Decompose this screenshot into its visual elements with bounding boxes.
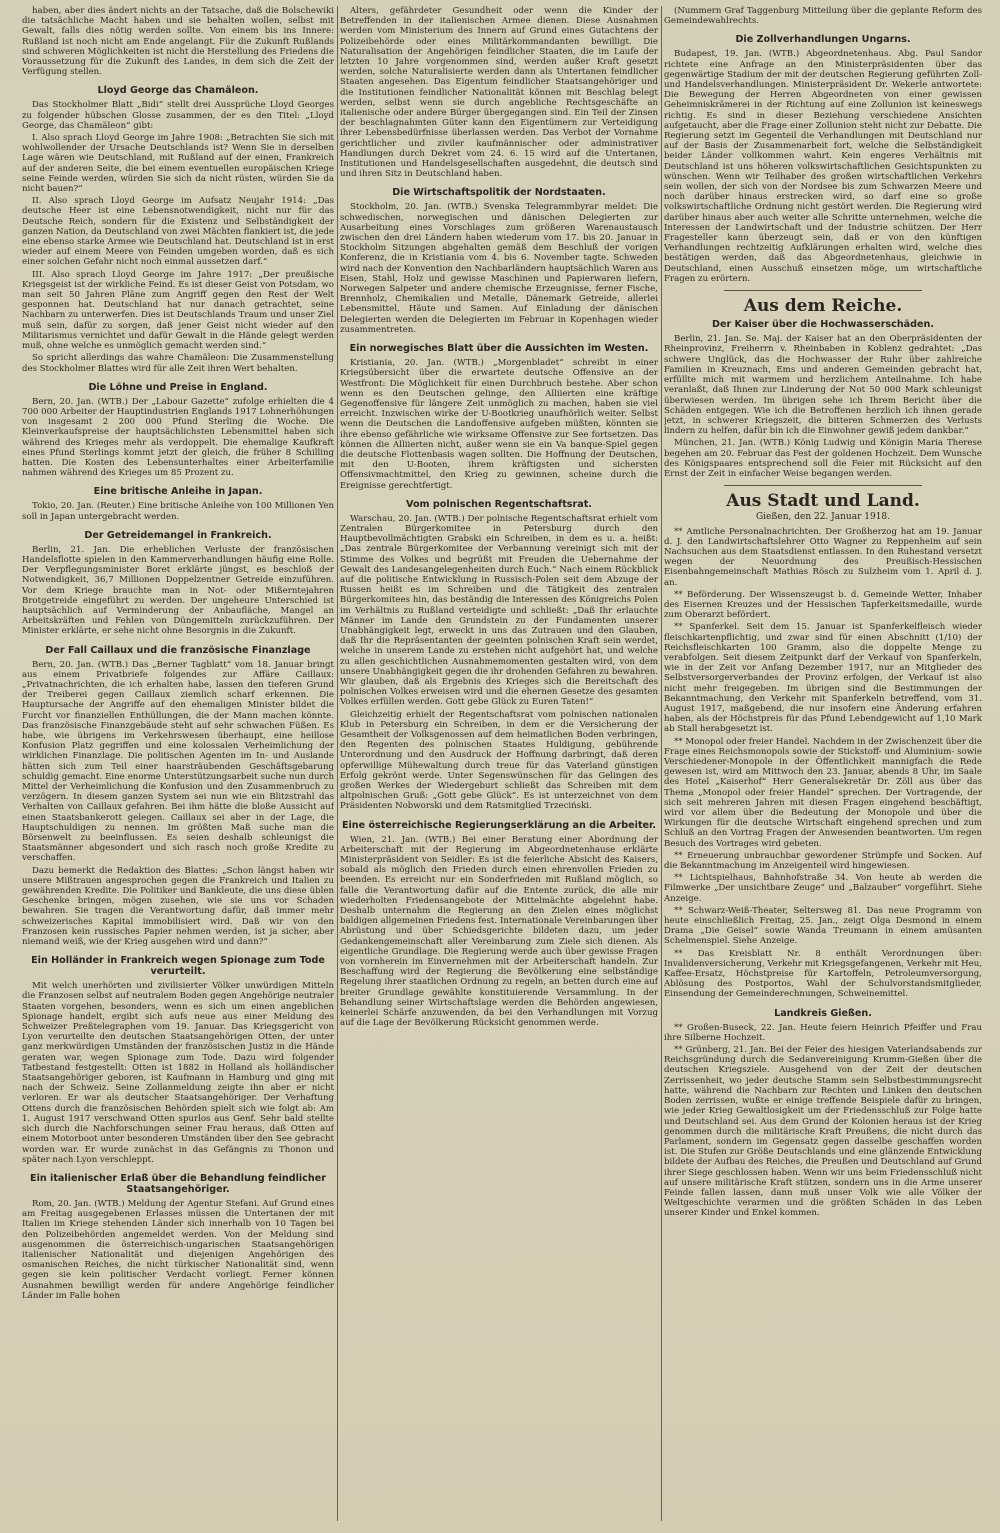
article-paragraph: II. Also sprach Lloyd George im Aufsatz Neujahr 1914: „Das deutsche Heer ist eine Lebensnotwendigkeit, nicht nur für das Deutsche Reich, sondern für die Existenz und Selbständigkeit der ganzen Nation, da Deutschland von zwei Mächten flankiert ist, die jede eine ebenso starke Armee wie Deutschland hat. Deutschland ist in erst wieder auf einem Meere von Feinden umgeben worden, daß es sich einer solchen Gefahr nicht noch einmal aussetzen darf.“: [22, 196, 334, 268]
article-paragraph: Kristiania, 20. Jan. (WTB.) „Morgenbladet“ schreibt in einer Kriegsübersicht über die erwartete deutsche Offensive an der Westfront: Die Möglichkeit für einen Durchbruch bestehe. Aber schon wenn es den Deutschen gelinge, den Alliierten eine kräftige Gegenoffensive für längere Zeit unmöglich zu machen, haben sie viel erreicht. Inzwischen wirke der U-Bootkrieg unaufhörlich weiter. Selbst wenn die Deutschen die Landoffensive aufgeben müßten, könnten sie ihre ebenso gefährliche wie wirksame Offensive zur See fortsetzen. Das können die Alliierten nicht, außer wenn sie ein Va banque-Spiel gegen die deutsche Flottenbasis wagen sollten. Die Hoffnung der Deutschen, mit den U-Booten, ihrem kräftigsten und sichersten Offensivmachtmittel, den Krieg zu gewinnen, scheine durch die Ereignisse gerechtfertigt.: [340, 358, 658, 491]
column-divider: [337, 6, 338, 1521]
article-paragraph: ** Spanferkel. Seit dem 15. Januar ist Spanferkelfleisch wieder fleischkartenpflichtig, und zwar sind für einen Abschnitt (1/10) der Reichsfleischkarten 100 Gramm, also die doppelte Menge zu verabfolgen. Seit diesem Zeitpunkt darf der Verkauf von Spanferkeln, wie in der Zeit vor Anfang Dezember 1917, nur an Mitglieder des Selbstversorgerverbandes der Provinz erfolgen, der Verkauf ist also nicht mehr freigegeben. Im übrigen sind die Bestimmungen der Bekanntmachung, den Verkehr mit Spanferkeln betreffend, vom 31. August 1917, maßgebend, die nur insofern eine Änderung erfahren haben, als der Höchstpreis für das Pfund Lebendgewicht auf 1,10 Mark ab Stall herabgesetzt ist.: [664, 622, 982, 735]
article-paragraph: Bern, 20. Jan. (WTB.) Der „Labour Gazette“ zufolge erhielten die 4 700 000 Arbeiter der Hauptindustrien Englands 1917 Lohnerhöhungen von insgesamt 2 200 000 Pfund Sterling die Woche. Die Kleinverkaufspreise der hauptsächlichsten Lebensmittel haben sich während des Krieges mehr als verdoppelt. Die ehemalige Kaufkraft eines Pfund Sterlings kommt jetzt der gleich, die früher 8 Schilling hatten. Die Kosten des Lebensunterhaltes einer Arbeiterfamilie nahmen während des Krieges um 85 Prozent zu.: [22, 396, 334, 479]
article-headline: Eine österreichische Regierungserklärung an die Arbeiter.: [341, 819, 657, 831]
article-paragraph: Berlin, 21. Jan. Die erheblichen Verluste der französischen Handelsflotte spielen in den Kammerverhandlungen häufig eine Rolle. Der Verpflegungsminister Boret erklärte jüngst, es beschloß der Notwendigkeit, 36,7 Millionen Doppelzentner Getreide einzuführen. Vor dem Kriege brauchte man in Not- oder Mißerntejahren Brotgetreide eingeführt zu werden. Der ungeheure Unterschied ist hauptsächlich auf Verminderung der Anbaufläche, Mangel an Arbeitskräften und Fehlen von Düngemitteln zurückzuführen. Der Minister erklärte, er sehe nicht ohne Besorgnis in die Zukunft.: [22, 544, 334, 637]
section-title: Aus dem Reiche.: [743, 296, 903, 317]
article-paragraph: Berlin, 21. Jan. Se. Maj. der Kaiser hat an den Oberpräsidenten der Rheinprovinz, Freiherrn v. Rheinbaben in Koblenz gedrahtet: „Das schwere Unglück, das die Hochwasser der Ruhr über zahlreiche Familien in Kreuznach, Ems und anderen Gemeinden gebracht hat, erfüllte mich mit warmem und herzlichem Anteilnahme. Ich habe veranlaßt, daß Ihnen zur Linderung der Not 50 000 Mark schleunigst überwiesen werden. Im übrigen sehe ich Ihrem Bericht über die Schäden entgegen. Wie ich die Betroffenen herzlich ich ihnen gerade jetzt, in schwerer Kriegszeit, die bitteren Schmerzen des Verlusts lindern zu helfen, dafür bin ich die Einwohner gewiß jedem dankbar.“: [664, 334, 982, 437]
section-title: Aus Stadt und Land.: [726, 491, 920, 512]
article-paragraph: Wien, 21. Jan. (WTB.) Bei einer Beratung einer Abordnung der Arbeiterschaft mit der Regierung im Abgeordnetenhause erklärte Ministerpräsident von Seidler: Es ist die feierliche Absicht des Kaisers, sobald als möglich den Frieden durch einen ehrenvollen Frieden zu beenden. Es erreicht nur ein Sonderfrieden mit Rußland möglich, so falle die Verantwortung dafür auf die Entente zurück, die alle mir wiederholten Friedensangebote der Mittelmächte abgelehnt habe. Deshalb unternahm die Regierung an den Zielen eines möglichst baldigen allgemeinen Friedens fest. Internationale Vereinbarungen über Abrüstung und über Schiedsgerichte bildeten dazu, um jeder Gedankengemeinschaft aller Vereinbarung zum Ziele sich dienen. Als eigentliche Grundlage. Die Regierung werde auch über gewisse Fragen von vornherein im Einvernehmen mit der Arbeiterschaft handeln. Zur Beschaffung wird der Regierung die Bevölkerung eine selbständige Regelung ihrer staatlichen Ordnung zu regeln, an betten durch eine auf breiter Grundlage gewählte konstituierende Versammlung. In der Behandlung seiner Wirtschaftslage werden die Behörden angewiesen, keinerlei Schärfe anzuwenden, da bei den Verhandlungen mit Vorzug auf die Lage der Bevölkerung Rücksicht genommen werde.: [340, 834, 658, 1029]
article-paragraph: (Nummern Graf Taggenburg Mitteilung über die geplante Reform des Gemeindewahlrechts.: [664, 6, 982, 27]
article-headline: Vom polnischen Regentschaftsrat.: [406, 498, 592, 510]
article-paragraph: Tokio, 20. Jan. (Reuter.) Eine britische Anleihe von 100 Millionen Yen soll in Japan untergebracht werden.: [22, 501, 334, 522]
article-paragraph: Stockholm, 20. Jan. (WTB.) Svenska Telegrammbyrar meldet: Die schwedischen, norwegischen und dänischen Delegierten zur Ausarbeitung eines Vorschlages zum größeren Warenaustausch zwischen den drei Ländern haben wiederum vom 17. bis 20. Januar in Stockholm Sitzungen abgehalten gemäß dem Beschluß der vorigen Konferenz, die in Kristiania vom 4. bis 6. November tagte. Schweden wird nach der Konvention den Nachbarländern hauptsächlich Waren aus Eisen, Stahl, Holz und gewisse Maschinen und Papierwaren liefern, Norwegen Salpeter und andere chemische Erzeugnisse, ferner Fische, Brennholz, Chemikalien und Metalle, Dänemark Getreide, allerlei Lebensmittel, Häute und Samen. Auf Einladung der dänischen Delegierten werden die Delegierten im Februar in Kopenhagen wieder zusammentreten.: [340, 202, 658, 335]
article-paragraph: München, 21. Jan. (WTB.) König Ludwig und Königin Maria Therese begehen am 20. Februar das Fest der goldenen Hochzeit. Dem Wunsche des Königspaares entsprechend soll die Feier mit Rücksicht auf den Ernst der Zeit in einfacher Weise begangen werden.: [664, 438, 982, 479]
article-headline: Die Wirtschaftspolitik der Nordstaaten.: [392, 187, 606, 199]
article-paragraph: Warschau, 20. Jan. (WTB.) Der polnische Regentschaftsrat erhielt vom Zentralen Bürgerkomitee in Petersburg durch den Hauptbevollmächtigten Grabski ein Schreiben, in dem es u. a. heißt: „Das zentrale Bürgerkomitee der Verbannung vereinigt sich mit der Stimme des Volkes und begrüßt mit Freuden die Uebernahme der Gewalt des Landesangelegenheiten durch Euch.“ Nach einem Rückblick auf die politische Entwicklung in Russisch-Polen seit dem Abzuge der Russen heißt es im Schreiben und die Tätigkeit des zentralen Bürgerkomitees hin, das beständig die Interessen des Königreichs Polen im Verhältnis zu Rußland verteidigte und schließt: „Daß Ihr erlauchte Männer im Lande den Grundstein zu der Fundamenten unserer Unabhängigkeit legt, erweckt in uns das Zutrauen und den Glauben, daß Ihr die Repräsentanten der geeinten polnischen Kraft sein werdet, welche in unserem Lande zu erstehen nicht aufgehört hat, und welche zu allen geschichtlichen Ausnahmemomenten gestalten wird, von dem unsere Unabhängigkeit gegen die ihr drohenden Gefahren zu bewahren. Wir glauben, daß als Ergebnis des Krieges sich die Bereitschaft des polnischen Volkes erweisen wird und die ehernen Gesetze des gesamten Volkes erfüllen werden. Gott gebe Glück zu Euren Taten!“: [340, 513, 658, 708]
article-paragraph: Das Stockholmer Blatt „Bidi“ stellt drei Aussprüche Lloyd Georges zu folgender hübschen Glosse zusammen, der es den Titel: „Lloyd George, das Chamäleon“ gibt:: [22, 100, 334, 131]
article-paragraph: ** Amtliche Personalnachrichten. Der Großherzog hat am 19. Januar d. J. den Landwirtschaftslehrer Otto Wagner zu Reppenheim auf sein Nachsuchen aus dem Staatsdienst entlassen. In den Ruhestand versetzt wegen der Neuordnung des Preußisch-Hessischen Eisenbahngemeinschaft Mathias Rösch zu Sulzheim vom 1. April d. J. an.: [664, 526, 982, 588]
article-paragraph: ** Schwarz-Weiß-Theater, Seltersweg 81. Das neue Programm von heute einschließlich Freitag, 25. Jan., zeigt Olga Desmond in einem Drama „Die Geisel“ sowie Wanda Treumann in einem amüsanten Schelmenspiel. Siehe Anzeige.: [664, 905, 982, 947]
column-3: [664, 6, 982, 1521]
dateline: Gießen, den 22. Januar 1918.: [755, 512, 891, 523]
article-headline: Ein norwegisches Blatt über die Aussichten im Westen.: [349, 343, 649, 355]
column-divider: [661, 6, 662, 1521]
article-paragraph: Bern, 20. Jan. (WTB.) Das „Berner Tagblatt“ vom 18. Januar bringt aus einem Privatbriefe folgendes zur Affäre Caillaux: „Privatnachrichten, die ich erhalten habe, lassen den tieferen Grund der Treiberei gegen Caillaux ziemlich scharf erkennen. Die Hauptursache der Angriffe auf den ehemaligen Minister bildet die Furcht vor finanziellen Enthüllungen, die der Mann machen könnte. Das französische Finanzgebäude steht auf sehr schwachen Füßen. Es habe, wie übrigens im Verkehrswesen überhaupt, eine heillose Konfusion Platz gegriffen und eine kolossalen Verheimlichung der wirklichen Finanzlage. Die politischen Agenten im In- und Auslande hätten sich zum Teil einer haarsträubenden Geschäftsgebarung schuldig gemacht. Eine enorme Unterstützungsarbeit suche nun durch Mittel der Verheimlichung die Konfusion und den Zusammenbruch zu verzögern. In diesem ganzen System sei nun wie ein Blitzstrahl das Verhalten von Caillaux gefahren. Bei ihm hätte die bloße Aussicht auf einen Staatsbankerott gelegen. Caillaux sei aber in der Lage, die Hauptschuldigen zu nennen. Im größten Maß suche man die Börsenwelt zu beeinflussen. Es seien deshalb schleunigst die Staatsmänner abgesondert und sich rasch noch große Kredite zu verschaffen.: [22, 659, 334, 864]
article-paragraph: ** Das Kreisblatt Nr. 8 enthält Verordnungen über: Invalidenversicherung, Verkehr mit Kriegsgefangenen, Verkehr mit Heu, Kaffee-Ersatz, Höchstpreise für Kartoffeln, Petroleumversorgung, Ablösung des Postportos, Wahl der Schulvorstandsmitglieder, Einsendung der Gemeinderechnungen, Schweinemittel.: [664, 948, 982, 1000]
article-paragraph: Budapest, 19. Jan. (WTB.) Abgeordnetenhaus. Abg. Paul Sandor richtete eine Anfrage an den Ministerpräsidenten über das gegenwärtige Stadium der mit der deutschen Regierung geführten Zoll- und Handelsverhandlungen. Ministerpräsident Dr. Wekerle antwortete: Die Bewegung der Herren Abgeordneten von einer gewissen Geheimniskrämerei in der Richtung auf eine Zollunion ist keineswegs richtig. Es sind in dieser Beziehung verschiedene Ansichten aufgetaucht, aber die Frage einer Zollunion steht nicht zur Debatte. Die Regierung setzt im Gegenteil die Verhandlungen mit Deutschland nur auf der Basis der Zusammenarbeit fort, welche die Selbständigkeit beider Länder vollkommen wahrt. Kein engeres Verhältnis mit Deutschland ist uns höheren volkswirtschaftlichen Gesichtspunkten zu wünschen. Wenn wir Teilhaber des großen wirtschaftlichen Verkehrs sein wollen, der sich von der Nordsee bis zum Schwarzen Meere und noch darüber hinaus erstrecken wird, so darf eine so große volkswirtschaftliche Ordnung nicht gestört werden. Die Regierung wird darüber hinaus aber auch weiter alle Schritte unternehmen, welche die Interessen der Landwirtschaft und der Industrie schützen. Der Herr Fragesteller kann überzeugt sein, daß er von den künftigen Verhandlungen rechtzeitig Aufklärungen erhalten wird, welche dies bestätigen werden, daß das Abgeordnetenhaus, gleichwie in Deutschland, einen Ausschuß einsetzen möge, um wirtschaftliche Fragen zu erörtern.: [664, 49, 982, 284]
article-headline: Der Getreidemangel in Frankreich.: [84, 529, 272, 541]
article-paragraph: ** Großen-Buseck, 22. Jan. Heute feiern Heinrich Pfeiffer und Frau ihre Silberne Hochzeit.: [664, 1022, 982, 1043]
article-headline: Der Kaiser über die Hochwasserschäden.: [712, 319, 934, 331]
section-separator: [724, 290, 922, 291]
article-paragraph: ** Monopol oder freier Handel. Nachdem in der Zwischenzeit über die Frage eines Reichsmonopols sowie der Stickstoff- und Aluminium- sowie Verschiedener-Monopole in der Öffentlichkeit mannigfach die Rede gewesen ist, wird am Mittwoch den 23. Januar, abends 8 Uhr, im Saale des Hotel „Kaiserhof“ Herr Generalsekretär Dr. Zöll aus über das Thema „Monopol oder freier Handel“ sprechen. Der Vortragende, der sich seit mehreren Jahren mit diesen Fragen eingehend beschäftigt, wird vor allem über die Bedeutung der Monopole und über die Wirkungen für die deutsche Wirtschaft eingehend sprechen und zum Schluß an den Vortrag Fragen der Anwesenden beantworten. Um regen Besuch des Vortrages wird gebeten.: [664, 736, 982, 849]
section-separator: [724, 485, 922, 486]
article-headline: Landkreis Gießen.: [774, 1007, 872, 1019]
article-headline: Ein italienischer Erlaß über die Behandlung feindlicher Staatsangehöriger.: [30, 1172, 326, 1195]
column-1: [22, 6, 334, 1521]
article-headline: Ein Holländer in Frankreich wegen Spionage zum Tode verurteilt.: [31, 955, 325, 978]
article-paragraph: I. Also sprach Lloyd George im Jahre 1908: „Betrachten Sie sich mit wohlwollender der Ursache Deutschlands ist? Wenn Sie in derselben Lage wären wie Deutschland, mit Rußland auf der einen, Frankreich auf der anderen Seite, die bei einem eventuellen europäischen Kriege seine Feinde werden, würden Sie sich da nicht rüsten, würden Sie da nicht bauen?“: [22, 133, 334, 195]
article-headline: Die Zollverhandlungen Ungarns.: [735, 34, 911, 46]
article-paragraph: ** Lichtspielhaus, Bahnhofstraße 34. Von heute ab werden die Filmwerke „Der unsichtbare Zeuge“ und „Balzauber“ vorgeführt. Siehe Anzeige.: [664, 873, 982, 904]
column-2: [340, 6, 658, 1521]
article-headline: Eine britische Anleihe in Japan.: [93, 486, 263, 498]
article-paragraph: Rom, 20. Jan. (WTB.) Meldung der Agentur Stefani. Auf Grund eines am Freitag ausgegebenen Erlasses müssen die Untertanen der mit Italien im Kriege stehenden Länder sich innerhalb von 10 Tagen bei den Polizeibehörden angemeldet werden. Von der Meldung sind ausgenommen die österreichisch-ungarischen Staatsangehörigen italienischer Nationalität und diejenigen Angehörigen des osmanischen Reiches, die nicht türkischer Nationalität sind, wenn gegen sie kein politischer Verdacht vorliegt. Ferner können Ausnahmen bewilligt werden für andere Angehörige feindlicher Länder im Falle hohen: [22, 1198, 334, 1301]
article-headline: Die Löhne und Preise in England.: [88, 381, 268, 393]
article-paragraph: haben, aber dies ändert nichts an der Tatsache, daß die Bolschewiki die tatsächliche Macht haben und sie behalten wollen, selbst mit Gewalt, falls dies nötig werden sollte. Von einem bis ins Innere: Rußland ist noch nicht am Ende angelangt. Für die Zukunft Rußlands sind schweren Möglichkeiten ist nicht die Herstellung des Friedens die Voraussetzung für die Zukunft des Landes, in dem sich die Zeit der Verfügung stellen.: [22, 6, 334, 78]
article-paragraph: Gleichzeitig erhielt der Regentschaftsrat vom polnischen nationalen Klub in Petersburg ein Schreiben, in dem er die Versicherung der Gesamtheit der Volksgenossen auf dem heimatlichen Boden verbringen, den Regenten des polnischen Staates Huldigung, gebührende Unterordnung und den Ausdruck der Hoffnung darbringt, daß deren opferwillige Mühewaltung durch treue für das Vaterland günstigen Erfolg gekrönt werde. Unter Segenswünschen für das Gelingen des großen Werkes der Wiedergeburt schließt das Schreiben mit dem altpolnischen Gruß: „Gott gebe Glück“. Es ist unterzeichnet von dem Präsidenten Nobworski und dem Ratsmitglied Trzeciński.: [340, 709, 658, 812]
article-paragraph: Alters, gefährdeter Gesundheit oder wenn die Kinder der Betreffenden in der italienischen Armee dienen. Diese Ausnahmen werden vom Ministerium des Innern auf Grund eines Gutachtens der Polizeibehörde oder eines Militärkommandanten bewilligt. Die Naturalisation der Angehörigen feindlicher Staaten, die im Laufe der letzten 10 Jahre vorgenommen sind, werden außer Kraft gesetzt werden, solche Naturalisierte werden dann als Untertanen feindlicher Staaten angesehen. Das Eigentum feindlicher Staatsangehöriger und die Institutionen feindlicher Nationalität können mit Beschlag belegt werden, selbst wenn sie durch angebliche Rechtsgeschäfte an italienische oder andere Bürger übergegangen sind. Ein Teil der Zinsen der beschlagnahmten Güter kann den Eigentümern zur Verteidigung ihrer Lebensbedürfnisse überlassen werden. Das Verbot der Vornahme gerichtlicher und ziviler kaufmännischer oder administrativer Handlungen durch Dekret vom 24. 6. 15 wird auf die Untertanen, Institutionen und Handelsgesellschaften ausgedehnt, die deutsch sind und ihren Sitz in Deutschland haben.: [340, 6, 658, 180]
article-paragraph: Mit welch unerhörten und zivilisierter Völker unwürdigen Mitteln die Franzosen selbst auf neutralem Boden gegen Angehörige neutraler Staaten vorgehen, besonders, wenn es sich um einen angeblichen Spionage handelt, ergibt sich aufs neue aus einer Meldung des Schweizer Preßtelegraphen vom 19. Januar. Das Kriegsgericht von Lyon verurteilte den deutschen Staatsangehörigen Otten, der unter ganz merkwürdigen Umständen der französischen Justiz in die Hände geraten war, wegen Spionage zum Tode. Dazu wird folgender Tatbestand festgestellt: Otten ist 1882 in Holland als holländischer Staatsangehöriger geboren, ist Kaufmann in Hamburg und ging mit nach der Schweiz. Seine Zollanmeldung zeigte ihn aber er nicht verloren. Er war als deutscher Staatsangehöriger. Der Verhaftung Ottens durch die französischen Behörden spielt sich wie folgt ab: Am 1. August 1917 verschwand Otten spurlos aus Genf. Sehr bald stellte sich durch die Nachforschungen seiner Frau heraus, daß Otten auf einem Motorboot unter besonderen Umständen über den See gebracht worden war. Er wurde zunächst in das Gefängnis zu Thonon und später nach Lyon verschleppt.: [22, 981, 334, 1165]
article-headline: Der Fall Caillaux und die französische Finanzlage: [45, 644, 311, 656]
article-paragraph: III. Also sprach Lloyd George im Jahre 1917: „Der preußische Kriegsgeist ist der wirkliche Feind. Es ist dieser Geist von Potsdam, wo man seit 50 Jahren Pläne zum Angriff gegen den Rest der Welt gesponnen hat. Deutschland hat nur danach getrachtet, seine Nachbarn zu unterwerfen. Dies ist Deutschlands Traum und unser Ziel muß sein, dafür zu sorgen, daß jener Geist nicht wieder auf den Militarismus vernichtet und dafür Gewalt in die Hände gelegt werden muß, ohne welche es unmöglich gemacht werden sind.“: [22, 269, 334, 352]
article-paragraph: ** Erneuerung unbrauchbar gewordener Strümpfe und Socken. Auf die Bekanntmachung im Anzeigenteil wird hingewiesen.: [664, 850, 982, 872]
article-paragraph: Dazu bemerkt die Redaktion des Blattes: „Schon längst haben wir unsere Mißtrauen angesprochen gegen die Frankreich und Italien zu gewährenden Kredite. Die Politiker und Bankleute, die uns diese üblen Geschenke bringen, mögen zusehen, wie sie uns vor Schaden bewahren. Sie tragen die Verantwortung dafür, daß immer mehr schweizerisches Kapital immobilisiert wird. Daß wir von den Franzosen kein russisches Papier nehmen werden, ist ja sicher, aber niemand weiß, wie der Krieg ausgehen wird und dann?“: [22, 865, 334, 948]
article-paragraph: ** Beförderung. Der Wissenszeugst b. d. Gemeinde Wetter, Inhaber des Eisernen Kreuzes und der Hessischen Tapferkeitsmedaille, wurde zum Oberarzt befördert.: [664, 589, 982, 621]
article-paragraph: ** Grünberg, 21. Jan. Bei der Feier des hiesigen Vaterlandsabends zur Reichsgründung durch die Sedanvereinigung Krumm-Gießen über die deutschen Kriegsziele. Ausgehend von der Zeit der deutschen Zerrissenheit, wo jeder deutsche Stamm sein Selbstbestimmungsrecht hatte, während die Nachbarn zur Rechten und Linken den deutschen Boden zerrissen, wußte er einige treffende Beispiele dafür zu bringen, wie jeder Krieg Gewaltlosigkeit um der Friedensschluß zur Folge hatte und Deutschland sei. Aus dem Grund der Kolonien heraus ist der Krieg genommen durch die militärische Kraft Preußens, die nicht durch das Parlament, sondern im Gegensatz gegen dasselbe geschaffen worden ist. Die Stufen zur Größe Deutschlands und eine glänzende Entwicklung bildete der Aufbau des Reiches, die Preußen und Deutschland auf Grund ihrer Siege geschlossen haben. Wenn wir uns beim Friedensschluß nicht auf unsere militärische Kraft stützen, sondern uns in die Arme unserer Feinde fallen lassen, dann muß unser Volk wie alle Völker der Weltgeschichte verarmen und die größten Schäden in das Leben unserer Kinder und Enkel kommen.: [664, 1045, 982, 1219]
article-paragraph: So spricht allerdings das wahre Chamäleon: Die Zusammenstellung des Stockholmer Blattes wird für alle Zeit ihren Wert behalten.: [22, 353, 334, 374]
article-headline: Lloyd George das Chamäleon.: [97, 85, 259, 97]
